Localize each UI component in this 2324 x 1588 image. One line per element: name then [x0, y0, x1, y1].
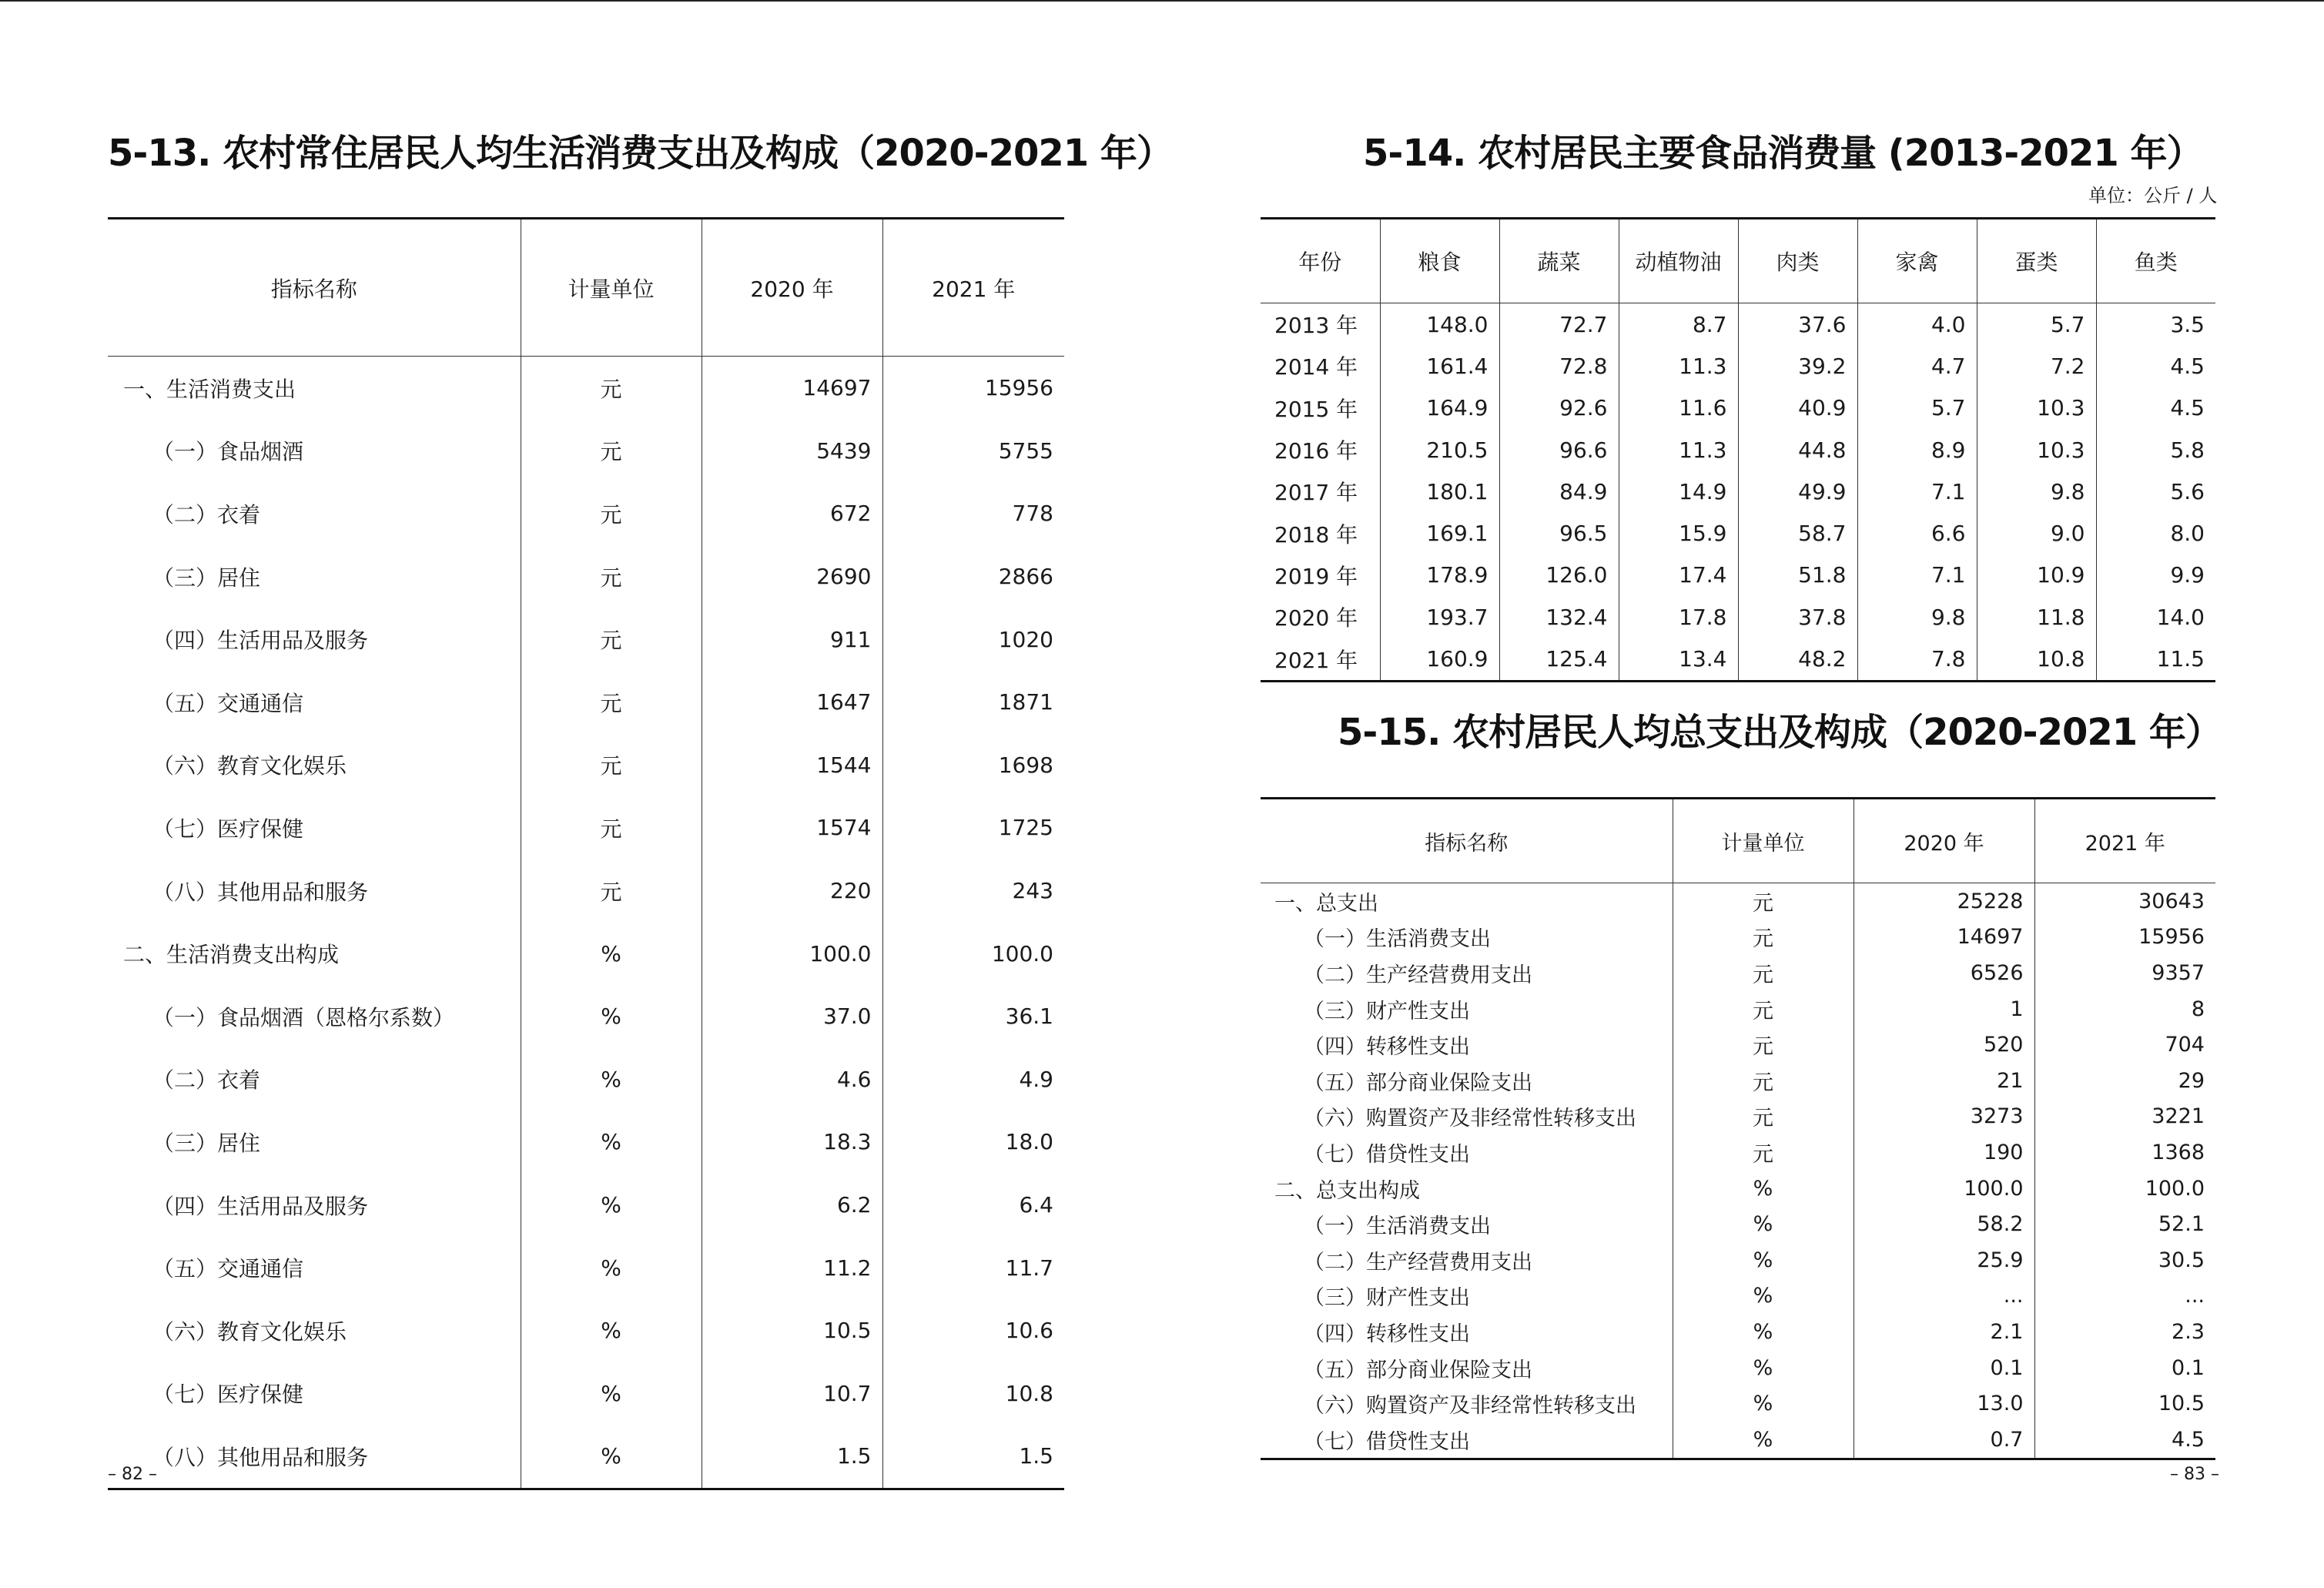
value-2021: 6.4 — [882, 1174, 1064, 1237]
indicator-name: （三）居住 — [152, 565, 261, 591]
table-row — [1261, 638, 2215, 681]
table-row — [1261, 1242, 2215, 1278]
indicator-name: （二）衣着 — [152, 501, 261, 528]
value-2021: 18.0 — [882, 1111, 1064, 1174]
value-2020: 4.6 — [702, 1048, 882, 1111]
table-header-row — [1261, 219, 2215, 303]
value-2021: 8 — [2034, 991, 2215, 1027]
value-2020: 0.1 — [1854, 1350, 2034, 1386]
value-2020: 5439 — [702, 420, 882, 483]
indicator-name: （七）借贷性支出 — [1304, 1142, 1470, 1167]
value-cell: 17.8 — [1619, 596, 1738, 638]
table-row — [1261, 554, 2215, 596]
table-row — [108, 1425, 1064, 1489]
table-row — [108, 1111, 1064, 1174]
value-2021: 243 — [882, 859, 1064, 923]
indicator-name: （八）其他用品和服务 — [152, 879, 369, 905]
value-2021: 5755 — [882, 420, 1064, 483]
table-row — [108, 1362, 1064, 1426]
value-2020: 100.0 — [702, 922, 882, 985]
table-row — [108, 796, 1064, 859]
unit-cell: % — [521, 922, 702, 985]
indicator-name: （八）其他用品和服务 — [152, 1444, 369, 1470]
indicator-name: （五）部分商业保险支出 — [1304, 1070, 1532, 1095]
value-2020: 10.5 — [702, 1299, 882, 1362]
indicator-name: （五）部分商业保险支出 — [1304, 1358, 1532, 1382]
table-body — [108, 357, 1064, 1489]
value-cell: 58.7 — [1738, 512, 1857, 554]
table-row — [1261, 512, 2215, 554]
value-cell: 14.0 — [2096, 596, 2215, 638]
value-2021: 9357 — [2034, 955, 2215, 991]
value-2020: 100.0 — [1854, 1171, 2034, 1207]
value-cell: 8.0 — [2096, 512, 2215, 554]
value-2021: 1871 — [882, 671, 1064, 734]
year-cell: 2016 年 — [1274, 438, 1358, 464]
value-2021: 1725 — [882, 796, 1064, 859]
value-2021: 4.9 — [882, 1048, 1064, 1111]
value-cell: 11.6 — [1619, 387, 1738, 429]
value-2021: 1698 — [882, 734, 1064, 797]
value-cell: 180.1 — [1380, 471, 1499, 512]
indicator-name: （七）医疗保健 — [152, 1382, 304, 1408]
unit-cell: 元 — [1673, 1027, 1854, 1063]
indicator-name: （七）医疗保健 — [152, 816, 304, 842]
value-2020: 14697 — [702, 357, 882, 420]
value-cell: 13.4 — [1619, 638, 1738, 681]
indicator-name: （五）交通通信 — [152, 690, 304, 716]
table-row — [1261, 1134, 2215, 1171]
table-row — [1261, 387, 2215, 429]
value-2020: 1.5 — [702, 1425, 882, 1489]
header-cell: 肉类 — [1738, 219, 1857, 303]
table-5-14 — [1261, 217, 2215, 682]
indicator-name: （四）转移性支出 — [1304, 1035, 1470, 1060]
table-row — [108, 1236, 1064, 1299]
table-5-13 — [108, 217, 1064, 1490]
value-2020: 0.7 — [1854, 1422, 2034, 1459]
unit-cell: 元 — [521, 671, 702, 734]
value-cell: 7.1 — [1857, 554, 1977, 596]
value-2021: ... — [2034, 1278, 2215, 1315]
year-cell: 2015 年 — [1274, 396, 1358, 422]
table-row — [1261, 1385, 2215, 1422]
value-cell: 11.3 — [1619, 345, 1738, 387]
value-cell: 210.5 — [1380, 429, 1499, 471]
unit-cell: % — [521, 1048, 702, 1111]
header-cell: 蔬菜 — [1499, 219, 1619, 303]
value-cell: 10.9 — [1977, 554, 2096, 596]
unit-cell: 元 — [1673, 920, 1854, 956]
value-2020: 2690 — [702, 545, 882, 608]
value-cell: 161.4 — [1380, 345, 1499, 387]
table-row — [1261, 1171, 2215, 1207]
value-2020: 25.9 — [1854, 1242, 2034, 1278]
value-cell: 39.2 — [1738, 345, 1857, 387]
unit-cell: % — [521, 1299, 702, 1362]
value-2021: 30643 — [2034, 883, 2215, 920]
value-cell: 7.8 — [1857, 638, 1977, 681]
value-cell: 160.9 — [1380, 638, 1499, 681]
value-2021: 15956 — [882, 357, 1064, 420]
value-cell: 72.7 — [1499, 303, 1619, 346]
table-5-14-title: 5-14. 农村居民主要食品消费量 (2013-2021 年） — [1363, 132, 2203, 175]
value-2020: 37.0 — [702, 985, 882, 1048]
value-cell: 15.9 — [1619, 512, 1738, 554]
table-row — [1261, 429, 2215, 471]
header-cell: 动植物油 — [1619, 219, 1738, 303]
indicator-name: （一）生活消费支出 — [1304, 1214, 1491, 1239]
table-row — [1261, 991, 2215, 1027]
value-2021: 11.7 — [882, 1236, 1064, 1299]
value-cell: 48.2 — [1738, 638, 1857, 681]
value-cell: 11.5 — [2096, 638, 2215, 681]
unit-cell: 元 — [1673, 955, 1854, 991]
table-row — [108, 859, 1064, 923]
indicator-name: （二）衣着 — [152, 1067, 261, 1094]
indicator-name: （六）教育文化娱乐 — [152, 753, 347, 779]
table-header-row — [1261, 799, 2215, 883]
value-cell: 37.8 — [1738, 596, 1857, 638]
value-2021: 52.1 — [2034, 1206, 2215, 1242]
value-2020: 18.3 — [702, 1111, 882, 1174]
value-2020: 1 — [1854, 991, 2034, 1027]
year-cell: 2019 年 — [1274, 563, 1358, 589]
value-cell: 132.4 — [1499, 596, 1619, 638]
unit-cell: % — [1673, 1171, 1854, 1207]
header-cell: 鱼类 — [2096, 219, 2215, 303]
indicator-name: （三）居住 — [152, 1130, 261, 1156]
header-2020: 2020 年 — [702, 219, 882, 357]
value-2021: 4.5 — [2034, 1422, 2215, 1459]
table-row — [1261, 920, 2215, 956]
table-row — [1261, 1027, 2215, 1063]
table-row — [1261, 1099, 2215, 1135]
value-cell: 92.6 — [1499, 387, 1619, 429]
table-row — [1261, 596, 2215, 638]
unit-cell: % — [521, 1362, 702, 1426]
table-row — [1261, 1278, 2215, 1315]
value-cell: 14.9 — [1619, 471, 1738, 512]
value-2021: 10.8 — [882, 1362, 1064, 1426]
unit-cell: % — [521, 1425, 702, 1489]
unit-cell: 元 — [1673, 883, 1854, 920]
unit-cell: 元 — [521, 420, 702, 483]
value-2021: 1368 — [2034, 1134, 2215, 1171]
table-row — [1261, 955, 2215, 991]
value-2021: 10.6 — [882, 1299, 1064, 1362]
value-2020: 520 — [1854, 1027, 2034, 1063]
indicator-name: （四）生活用品及服务 — [152, 1193, 369, 1219]
header-2021: 2021 年 — [2034, 799, 2215, 883]
indicator-name: （六）教育文化娱乐 — [152, 1318, 347, 1345]
table-row — [1261, 1206, 2215, 1242]
header-indicator: 指标名称 — [1261, 799, 1673, 883]
unit-cell: % — [521, 985, 702, 1048]
value-2021: 1020 — [882, 608, 1064, 671]
header-unit: 计量单位 — [1673, 799, 1854, 883]
value-2020: 6526 — [1854, 955, 2034, 991]
value-cell: 10.3 — [1977, 387, 2096, 429]
value-cell: 5.6 — [2096, 471, 2215, 512]
value-cell: 6.6 — [1857, 512, 1977, 554]
value-cell: 5.7 — [1857, 387, 1977, 429]
unit-cell: % — [1673, 1385, 1854, 1422]
indicator-name: 二、生活消费支出构成 — [123, 942, 340, 968]
indicator-name: （五）交通通信 — [152, 1256, 304, 1282]
year-cell: 2013 年 — [1274, 313, 1358, 339]
indicator-name: （三）财产性支出 — [1304, 999, 1470, 1023]
value-cell: 72.8 — [1499, 345, 1619, 387]
year-cell: 2014 年 — [1274, 354, 1358, 380]
unit-cell: % — [521, 1236, 702, 1299]
table-row — [1261, 1350, 2215, 1386]
table-row — [108, 671, 1064, 734]
page-number-left: – 82 – — [108, 1465, 157, 1484]
header-2020: 2020 年 — [1854, 799, 2034, 883]
table-row — [1261, 345, 2215, 387]
value-2021: 2866 — [882, 545, 1064, 608]
indicator-name: （二）生产经营费用支出 — [1304, 1250, 1532, 1275]
value-2020: 21 — [1854, 1063, 2034, 1099]
value-cell: 10.8 — [1977, 638, 2096, 681]
value-cell: 17.4 — [1619, 554, 1738, 596]
indicator-name: （六）购置资产及非经常性转移支出 — [1304, 1107, 1636, 1131]
unit-cell: % — [521, 1174, 702, 1237]
table-row — [1261, 303, 2215, 346]
unit-cell: 元 — [1673, 1134, 1854, 1171]
value-2020: 1574 — [702, 796, 882, 859]
unit-cell: 元 — [521, 545, 702, 608]
table-row — [108, 1048, 1064, 1111]
value-2020: 25228 — [1854, 883, 2034, 920]
unit-cell: % — [1673, 1350, 1854, 1386]
value-2020: 220 — [702, 859, 882, 923]
value-cell: 9.0 — [1977, 512, 2096, 554]
table-row — [108, 545, 1064, 608]
header-cell: 年份 — [1261, 219, 1380, 303]
indicator-name: （四）生活用品及服务 — [152, 628, 369, 654]
indicator-name: （一）生活消费支出 — [1304, 927, 1491, 952]
indicator-name: （四）转移性支出 — [1304, 1322, 1470, 1346]
value-cell: 4.7 — [1857, 345, 1977, 387]
value-cell: 9.8 — [1977, 471, 2096, 512]
indicator-name: （一）食品烟酒 — [152, 439, 304, 465]
unit-cell: % — [1673, 1314, 1854, 1350]
header-cell: 家禽 — [1857, 219, 1977, 303]
value-2020: 190 — [1854, 1134, 2034, 1171]
table-5-15-title: 5-15. 农村居民人均总支出及构成（2020-2021 年） — [1338, 711, 2222, 754]
value-2021: 29 — [2034, 1063, 2215, 1099]
year-cell: 2017 年 — [1274, 480, 1358, 506]
value-cell: 37.6 — [1738, 303, 1857, 346]
value-2020: 1647 — [702, 671, 882, 734]
unit-cell: 元 — [521, 608, 702, 671]
value-cell: 8.9 — [1857, 429, 1977, 471]
value-2021: 100.0 — [882, 922, 1064, 985]
table-5-13-title: 5-13. 农村常住居民人均生活消费支出及构成（2020-2021 年） — [108, 132, 1173, 175]
year-cell: 2021 年 — [1274, 647, 1358, 673]
unit-cell: 元 — [1673, 991, 1854, 1027]
value-2021: 100.0 — [2034, 1171, 2215, 1207]
value-cell: 96.6 — [1499, 429, 1619, 471]
table-header-row — [108, 219, 1064, 357]
value-cell: 96.5 — [1499, 512, 1619, 554]
value-2020: 58.2 — [1854, 1206, 2034, 1242]
value-2020: 14697 — [1854, 920, 2034, 956]
value-cell: 126.0 — [1499, 554, 1619, 596]
value-cell: 8.7 — [1619, 303, 1738, 346]
value-2021: 10.5 — [2034, 1385, 2215, 1422]
table-row — [1261, 471, 2215, 512]
table-body — [1261, 883, 2215, 1459]
unit-cell: % — [1673, 1278, 1854, 1315]
indicator-name: （一）食品烟酒（恩格尔系数） — [152, 1004, 455, 1030]
value-2021: 36.1 — [882, 985, 1064, 1048]
unit-cell: 元 — [1673, 1099, 1854, 1135]
value-cell: 51.8 — [1738, 554, 1857, 596]
value-cell: 9.8 — [1857, 596, 1977, 638]
value-cell: 193.7 — [1380, 596, 1499, 638]
value-2020: 911 — [702, 608, 882, 671]
table-row — [108, 985, 1064, 1048]
value-cell: 164.9 — [1380, 387, 1499, 429]
year-cell: 2018 年 — [1274, 521, 1358, 548]
value-cell: 125.4 — [1499, 638, 1619, 681]
indicator-name: （三）财产性支出 — [1304, 1286, 1470, 1311]
unit-cell: % — [1673, 1422, 1854, 1459]
year-cell: 2020 年 — [1274, 605, 1358, 632]
unit-cell: 元 — [1673, 1063, 1854, 1099]
value-cell: 7.1 — [1857, 471, 1977, 512]
value-2020: 10.7 — [702, 1362, 882, 1426]
value-cell: 4.0 — [1857, 303, 1977, 346]
value-cell: 11.8 — [1977, 596, 2096, 638]
table-row — [108, 482, 1064, 545]
table-row — [1261, 1063, 2215, 1099]
value-cell: 178.9 — [1380, 554, 1499, 596]
indicator-name: （六）购置资产及非经常性转移支出 — [1304, 1394, 1636, 1419]
header-cell: 蛋类 — [1977, 219, 2096, 303]
value-2020: 11.2 — [702, 1236, 882, 1299]
value-cell: 49.9 — [1738, 471, 1857, 512]
value-2020: ... — [1854, 1278, 2034, 1315]
table-row — [1261, 1314, 2215, 1350]
value-2020: 672 — [702, 482, 882, 545]
table-row — [108, 1174, 1064, 1237]
table-row — [108, 1299, 1064, 1362]
unit-cell: 元 — [521, 734, 702, 797]
unit-cell: 元 — [521, 482, 702, 545]
value-2021: 3221 — [2034, 1099, 2215, 1135]
value-cell: 9.9 — [2096, 554, 2215, 596]
indicator-name: （七）借贷性支出 — [1304, 1429, 1470, 1454]
table-body — [1261, 303, 2215, 682]
value-2021: 704 — [2034, 1027, 2215, 1063]
value-cell: 169.1 — [1380, 512, 1499, 554]
table-row — [1261, 1422, 2215, 1459]
value-cell: 7.2 — [1977, 345, 2096, 387]
header-cell: 粮食 — [1380, 219, 1499, 303]
value-2020: 6.2 — [702, 1174, 882, 1237]
value-cell: 44.8 — [1738, 429, 1857, 471]
unit-cell: % — [1673, 1206, 1854, 1242]
value-cell: 84.9 — [1499, 471, 1619, 512]
table-row — [108, 734, 1064, 797]
table-row — [108, 608, 1064, 671]
value-cell: 40.9 — [1738, 387, 1857, 429]
value-2020: 1544 — [702, 734, 882, 797]
value-cell: 4.5 — [2096, 345, 2215, 387]
value-2020: 13.0 — [1854, 1385, 2034, 1422]
value-cell: 11.3 — [1619, 429, 1738, 471]
table-row — [1261, 883, 2215, 920]
value-2021: 0.1 — [2034, 1350, 2215, 1386]
header-2021: 2021 年 — [882, 219, 1064, 357]
value-cell: 5.7 — [1977, 303, 2096, 346]
table-5-15 — [1261, 797, 2215, 1460]
unit-cell: 元 — [521, 796, 702, 859]
value-2021: 30.5 — [2034, 1242, 2215, 1278]
header-indicator: 指标名称 — [108, 219, 521, 357]
table-row — [108, 922, 1064, 985]
indicator-name: 一、生活消费支出 — [123, 376, 296, 402]
unit-note: 单位：公斤 / 人 — [2088, 185, 2218, 206]
page-number-right: – 83 – — [2170, 1465, 2219, 1484]
value-2021: 2.3 — [2034, 1314, 2215, 1350]
table-row — [108, 420, 1064, 483]
indicator-name: 二、总支出构成 — [1274, 1178, 1420, 1203]
value-2021: 15956 — [2034, 920, 2215, 956]
value-2021: 1.5 — [882, 1425, 1064, 1489]
value-cell: 148.0 — [1380, 303, 1499, 346]
top-border-line — [0, 0, 2324, 2]
value-cell: 3.5 — [2096, 303, 2215, 346]
table-row — [108, 357, 1064, 420]
value-cell: 10.3 — [1977, 429, 2096, 471]
indicator-name: 一、总支出 — [1274, 891, 1378, 916]
value-2021: 778 — [882, 482, 1064, 545]
value-2020: 2.1 — [1854, 1314, 2034, 1350]
value-cell: 4.5 — [2096, 387, 2215, 429]
unit-cell: % — [521, 1111, 702, 1174]
unit-cell: 元 — [521, 357, 702, 420]
unit-cell: 元 — [521, 859, 702, 923]
unit-cell: % — [1673, 1242, 1854, 1278]
header-unit: 计量单位 — [521, 219, 702, 357]
value-2020: 3273 — [1854, 1099, 2034, 1135]
value-cell: 5.8 — [2096, 429, 2215, 471]
indicator-name: （二）生产经营费用支出 — [1304, 963, 1532, 987]
